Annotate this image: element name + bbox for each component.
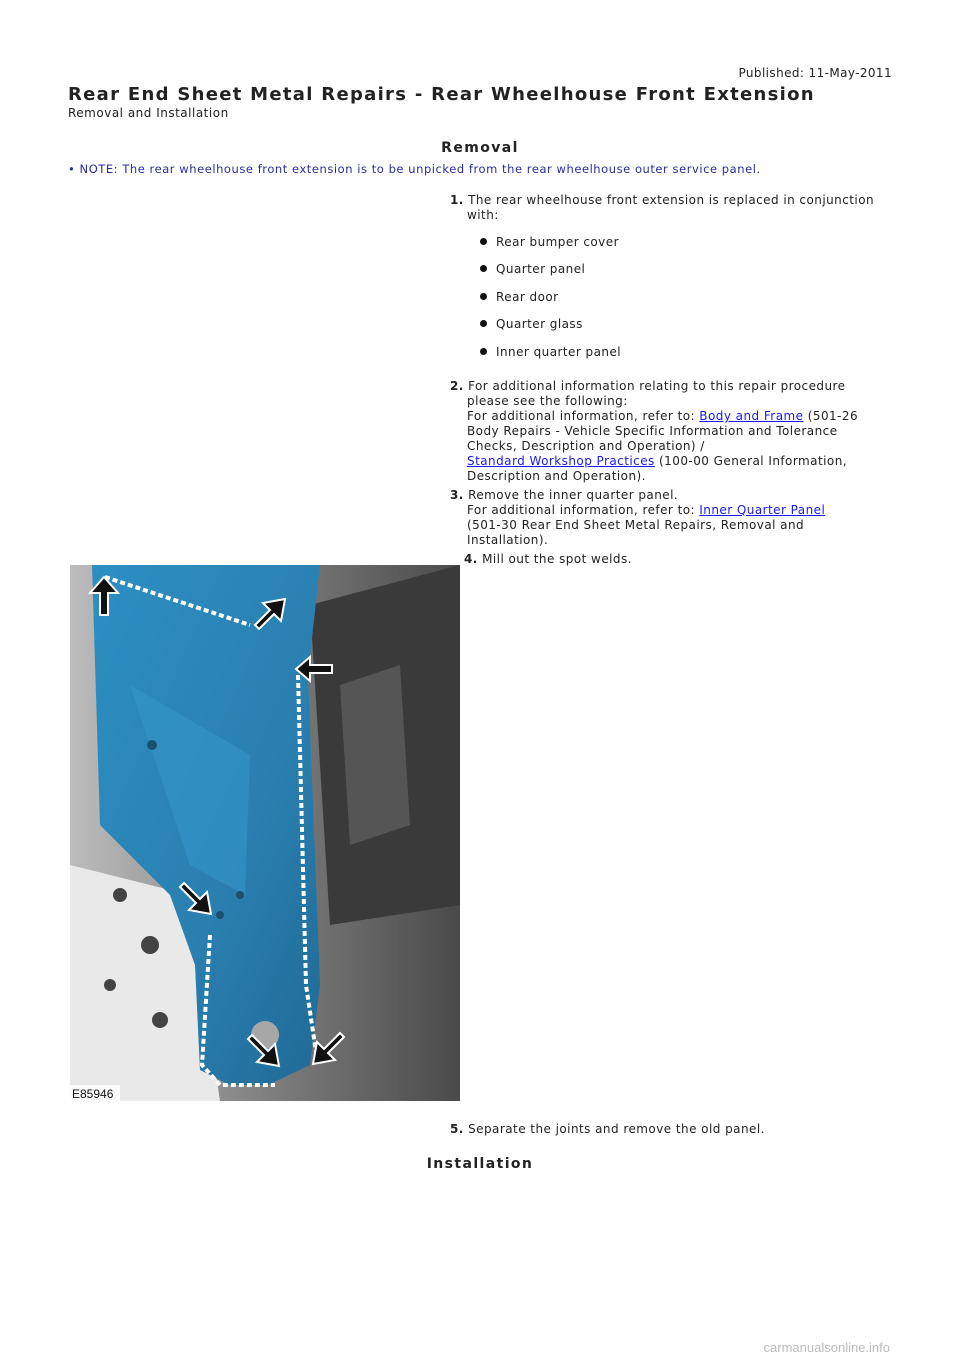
step-text: Checks, Description and Operation) / bbox=[467, 439, 705, 453]
step-2 bbox=[450, 379, 890, 484]
standard-workshop-practices-link[interactable]: Standard Workshop Practices bbox=[467, 454, 655, 468]
step-text: (501-30 Rear End Sheet Metal Repairs, Removal and bbox=[467, 518, 805, 532]
watermark: carmanualsonline.info bbox=[763, 1340, 890, 1355]
installation-heading: Installation bbox=[426, 1156, 534, 1172]
removal-note: • NOTE: The rear wheelhouse front extension is to be unpicked from the rear wheelhouse outer service panel. bbox=[68, 162, 761, 176]
list-item: Rear door bbox=[480, 290, 559, 304]
page-title: Rear End Sheet Metal Repairs - Rear Wheelhouse Front Extension bbox=[68, 84, 815, 105]
bullet-icon bbox=[480, 238, 487, 245]
step-text: (100-00 General Information, bbox=[659, 454, 848, 468]
step-text: Separate the joints and remove the old panel. bbox=[468, 1122, 765, 1136]
bullet-icon bbox=[480, 293, 487, 300]
step-text: please see the following: bbox=[467, 394, 628, 408]
step-text: (501-26 bbox=[807, 409, 859, 423]
list-item: Quarter glass bbox=[480, 317, 583, 331]
step-number: 1. bbox=[450, 193, 464, 207]
step-text: Remove the inner quarter panel. bbox=[468, 488, 679, 502]
step-text: Description and Operation). bbox=[467, 469, 646, 483]
step-text: Mill out the spot welds. bbox=[482, 552, 632, 566]
step-text: Installation). bbox=[467, 533, 549, 547]
step-text: The rear wheelhouse front extension is replaced in conjunction bbox=[468, 193, 875, 207]
step-text: For additional information relating to this repair procedure bbox=[468, 379, 846, 393]
removal-heading: Removal bbox=[441, 140, 519, 156]
step-text: For additional information, refer to: bbox=[467, 503, 696, 517]
list-item: Quarter panel bbox=[480, 262, 585, 276]
step-3 bbox=[450, 488, 890, 548]
spot-welds-illustration bbox=[70, 565, 460, 1101]
published-date: Published: 11-May-2011 bbox=[738, 66, 892, 80]
inner-quarter-panel-link[interactable]: Inner Quarter Panel bbox=[699, 503, 826, 517]
body-and-frame-link[interactable]: Body and Frame bbox=[699, 409, 804, 423]
step-text: with: bbox=[467, 208, 499, 222]
step-number: 4. bbox=[464, 552, 478, 566]
figure-label: E85946 bbox=[72, 1087, 114, 1101]
step-text: For additional information, refer to: bbox=[467, 409, 696, 423]
step-4 bbox=[464, 552, 904, 567]
step-text: Body Repairs - Vehicle Specific Information and Tolerance bbox=[467, 424, 838, 438]
bullet-icon bbox=[480, 348, 487, 355]
step-number: 5. bbox=[450, 1122, 464, 1136]
step-number: 3. bbox=[450, 488, 464, 502]
page-subtitle: Removal and Installation bbox=[68, 106, 229, 120]
step-number: 2. bbox=[450, 379, 464, 393]
list-item: Inner quarter panel bbox=[480, 345, 621, 359]
bullet-icon bbox=[480, 320, 487, 327]
bullet-icon bbox=[480, 265, 487, 272]
step-5 bbox=[450, 1122, 890, 1137]
step-1 bbox=[450, 193, 890, 223]
list-item: Rear bumper cover bbox=[480, 235, 619, 249]
